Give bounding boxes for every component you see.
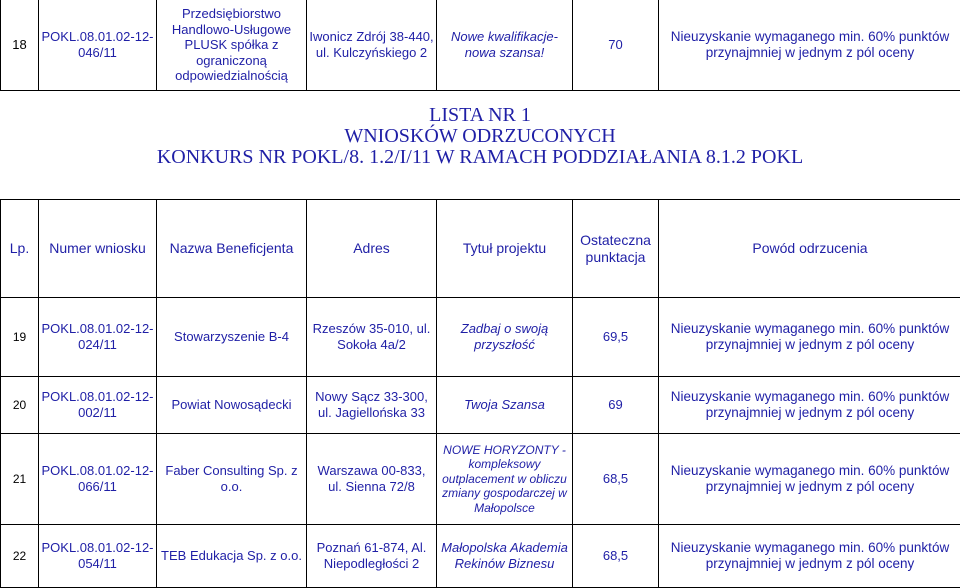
- table-row: [1, 298, 960, 377]
- row-address: Warszawa 00-833, ul. Sienna 72/8: [307, 434, 437, 525]
- row-rejection-reason: Nieuzyskanie wymaganego min. 60% punktów przynajmniej w jednym z pól oceny: [659, 0, 960, 91]
- row-lp: 19: [1, 298, 39, 377]
- row-score: 69: [573, 377, 659, 434]
- row-rejection-reason: Nieuzyskanie wymaganego min. 60% punktów przynajmniej w jednym z pól oceny: [659, 525, 960, 588]
- row-lp: 21: [1, 434, 39, 525]
- row-rejection-reason: Nieuzyskanie wymaganego min. 60% punktów przynajmniej w jednym z pól oceny: [659, 434, 960, 525]
- row-application-number: POKL.08.01.02-12-002/11: [39, 377, 157, 434]
- row-rejection-reason: Nieuzyskanie wymaganego min. 60% punktów przynajmniej w jednym z pól oceny: [659, 377, 960, 434]
- header-project-title: Tytuł projektu: [437, 200, 573, 298]
- row-beneficiary: Przedsiębiorstwo Handlowo-Usługowe PLUSK spółka z ograniczoną odpowiedzialnością: [157, 0, 307, 91]
- header-beneficiary: Nazwa Beneficjenta: [157, 200, 307, 298]
- row-lp: 18: [1, 0, 39, 91]
- row-project-title: Zadbaj o swoją przyszłość: [437, 298, 573, 377]
- heading-line-2: WNIOSKÓW ODRZUCONYCH: [0, 126, 960, 147]
- table-row: [1, 377, 960, 434]
- row-beneficiary: Powiat Nowosądecki: [157, 377, 307, 434]
- row-score: 68,5: [573, 434, 659, 525]
- header-final-score: Ostateczna punktacja: [573, 200, 659, 298]
- table-header-row: [1, 200, 960, 298]
- row-score: 70: [573, 0, 659, 91]
- header-address: Adres: [307, 200, 437, 298]
- row-project-title: Twoja Szansa: [437, 377, 573, 434]
- row-address: Nowy Sącz 33-300, ul. Jagiellońska 33: [307, 377, 437, 434]
- row-address: Rzeszów 35-010, ul. Sokoła 4a/2: [307, 298, 437, 377]
- row-score: 69,5: [573, 298, 659, 377]
- header-rejection-reason: Powód odrzucenia: [659, 200, 960, 298]
- row-address: Poznań 61-874, Al. Niepodległości 2: [307, 525, 437, 588]
- row-address: Iwonicz Zdrój 38-440, ul. Kulczyńskiego 2: [307, 0, 437, 91]
- row-application-number: POKL.08.01.02-12-046/11: [39, 0, 157, 91]
- previous-list-table: [0, 0, 960, 91]
- row-score: 68,5: [573, 525, 659, 588]
- table-row: [1, 434, 960, 525]
- row-project-title: NOWE HORYZONTY - kompleksowy outplacement w obliczu zmiany gospodarczej w Małopolsce: [437, 434, 573, 525]
- table-row: [1, 525, 960, 588]
- header-lp: Lp.: [1, 200, 39, 298]
- row-beneficiary: Stowarzyszenie B-4: [157, 298, 307, 377]
- row-project-title: Małopolska Akademia Rekinów Biznesu: [437, 525, 573, 588]
- row-lp: 22: [1, 525, 39, 588]
- row-application-number: POKL.08.01.02-12-066/11: [39, 434, 157, 525]
- header-application-number: Numer wniosku: [39, 200, 157, 298]
- table-row: [1, 0, 960, 91]
- row-project-title: Nowe kwalifikacje-nowa szansa!: [437, 0, 573, 91]
- rejected-applications-table: [0, 199, 960, 588]
- row-rejection-reason: Nieuzyskanie wymaganego min. 60% punktów przynajmniej w jednym z pól oceny: [659, 298, 960, 377]
- list-heading: [0, 105, 960, 168]
- row-application-number: POKL.08.01.02-12-054/11: [39, 525, 157, 588]
- heading-line-1: LISTA NR 1: [0, 105, 960, 126]
- row-beneficiary: Faber Consulting Sp. z o.o.: [157, 434, 307, 525]
- row-beneficiary: TEB Edukacja Sp. z o.o.: [157, 525, 307, 588]
- row-lp: 20: [1, 377, 39, 434]
- row-application-number: POKL.08.01.02-12-024/11: [39, 298, 157, 377]
- heading-line-3: KONKURS NR POKL/8. 1.2/I/11 W RAMACH PODDZIAŁANIA 8.1.2 POKL: [0, 147, 960, 168]
